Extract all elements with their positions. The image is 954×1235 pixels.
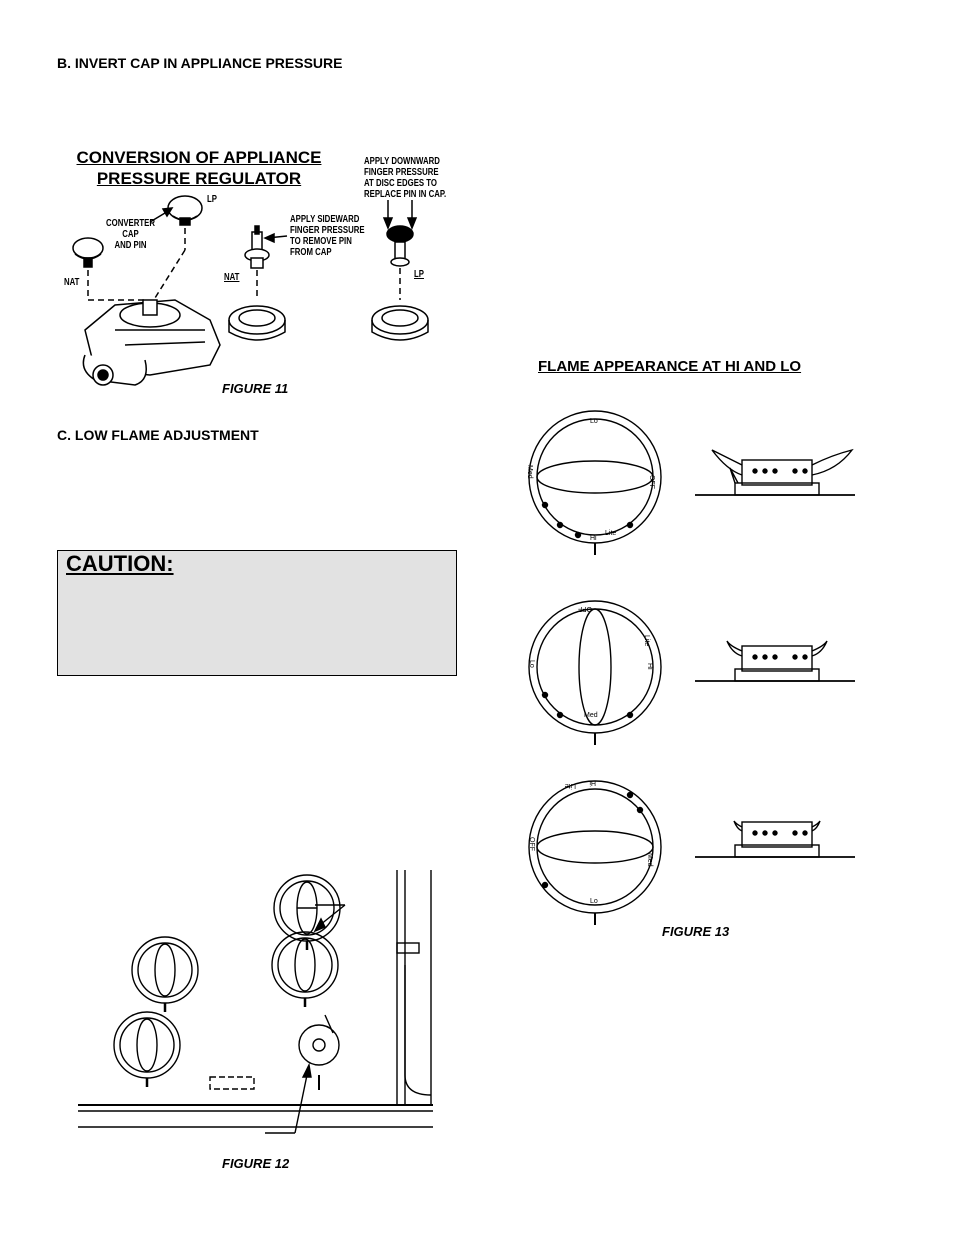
figure11-caption: FIGURE 11 (222, 381, 289, 396)
figure13-illustration (520, 405, 870, 925)
caution-box (57, 550, 457, 676)
figure11-label-sideward: APPLY SIDEWARD FINGER PRESSURE TO REMOVE PIN FROM CAP (290, 214, 365, 258)
figure11-label-nat2: NAT (224, 272, 240, 283)
figure12-knob-3 (272, 932, 338, 1007)
figure13-knob3-lo: Lo (590, 898, 598, 905)
figure13-knob2-hi: Hi (646, 663, 653, 670)
figure13-knob2-off: OFF (578, 605, 592, 612)
section-b-heading: B. INVERT CAP IN APPLIANCE PRESSURE (57, 55, 343, 71)
figure13-knob1-hi: Hi (590, 535, 597, 542)
figure11-title-line2: PRESSURE REGULATOR (96, 169, 302, 188)
figure13-knob1-lo: Lo (590, 418, 598, 425)
figure11-label-downward: APPLY DOWNWARD FINGER PRESSURE AT DISC EDGES TO REPLACE PIN IN CAP. (364, 156, 447, 200)
figure13-knob2-lo: Lo (528, 660, 535, 668)
figure13-burner-2 (695, 641, 855, 681)
figure11-title-line1: CONVERSION OF APPLIANCE (76, 148, 322, 167)
figure12-knob-2 (132, 937, 198, 1012)
figure12-caption: FIGURE 12 (222, 1156, 290, 1171)
figure12-illustration (75, 865, 437, 1140)
figure13-knob1-off: OFF (648, 475, 655, 489)
figure13-caption: FIGURE 13 (662, 924, 730, 939)
figure13-knob3-med: Med (646, 853, 653, 867)
figure11-label-lp2: LP (414, 269, 424, 280)
figure11-label-nat: NAT (64, 277, 80, 288)
figure13-knob1-med: Med (526, 465, 533, 479)
figure13-burner-3 (695, 821, 855, 857)
figure13-burner-1 (695, 450, 855, 495)
figure13-knob1-lite: Lite (605, 530, 617, 537)
figure13-knob3-hi: Hi (589, 779, 596, 786)
figure13-knob-2 (529, 601, 661, 745)
figure13-title: FLAME APPEARANCE AT HI AND LO (538, 358, 802, 375)
section-c-heading: C. LOW FLAME ADJUSTMENT (57, 427, 259, 443)
figure13-knob2-med: Med (584, 712, 598, 719)
figure13-knob3-off: OFF (528, 837, 535, 851)
figure13-knob-1 (529, 411, 661, 555)
figure13-knob2-lite: Lite (643, 635, 650, 647)
figure12-knob-4 (114, 1012, 180, 1087)
figure13-knob3-lite: Lite (564, 782, 576, 789)
caution-title: CAUTION: (66, 551, 174, 576)
figure11-label-converter: CONVERTER CAP AND PIN (106, 218, 155, 251)
figure11-label-lp: LP (207, 194, 217, 205)
